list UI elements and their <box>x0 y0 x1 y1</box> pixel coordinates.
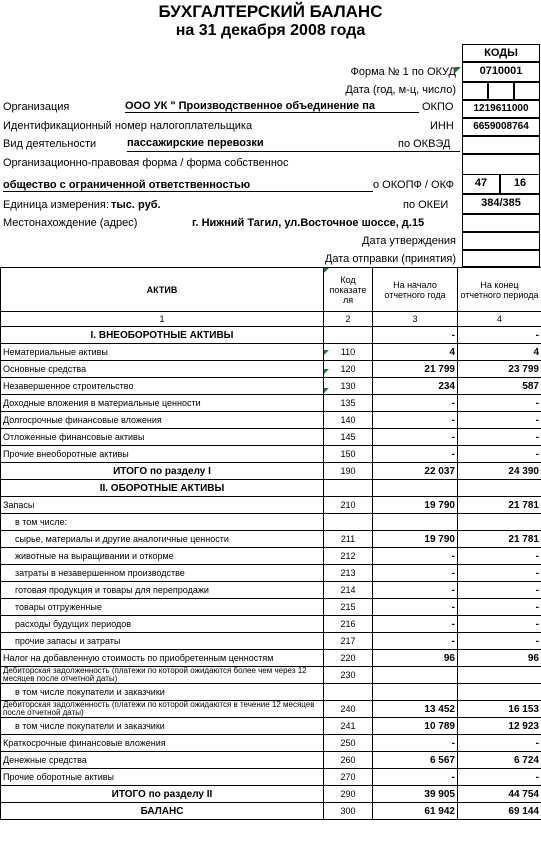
row-end-value: - <box>458 769 541 786</box>
row-label: Прочие оборотные активы <box>1 769 324 786</box>
row-end-value <box>458 667 541 684</box>
org-label: Организация <box>3 101 70 113</box>
row-begin-value: - <box>373 548 458 565</box>
table-row <box>1 616 541 633</box>
inn-label-full: Идентификационный номер налогоплательщика <box>3 120 253 132</box>
row-code: 230 <box>324 667 373 684</box>
row-begin-value: 10 789 <box>373 718 458 735</box>
row-end-value <box>458 514 541 531</box>
table-row <box>1 786 541 803</box>
page-title: БУХГАЛТЕРСКИЙ БАЛАНС <box>158 2 383 21</box>
row-code: 110 <box>324 344 373 361</box>
row-begin-value: 22 037 <box>373 463 458 480</box>
date-cell-year <box>462 82 488 100</box>
table-row <box>1 752 541 769</box>
row-begin-value: 21 799 <box>373 361 458 378</box>
table-row <box>1 633 541 650</box>
table-row <box>1 769 541 786</box>
col-index: 4 <box>458 312 541 327</box>
okved-code-cell <box>462 136 540 154</box>
row-code: 270 <box>324 769 373 786</box>
date-label: Дата (год, м-ц, число) <box>345 84 456 96</box>
row-end-value: - <box>458 412 541 429</box>
row-code: 145 <box>324 429 373 446</box>
col-index: 1 <box>1 312 324 327</box>
row-label: прочие запасы и затраты <box>1 633 324 650</box>
col-header-begin: На начало отчетного года <box>373 268 458 312</box>
row-begin-value: - <box>373 599 458 616</box>
row-begin-value: - <box>373 633 458 650</box>
balance-table <box>0 267 541 820</box>
row-begin-value: - <box>373 769 458 786</box>
row-end-value: - <box>458 429 541 446</box>
col-header-active: АКТИВ <box>1 268 324 312</box>
row-end-value: - <box>458 616 541 633</box>
row-end-value: 69 144 <box>458 803 541 820</box>
row-code: 120 <box>324 361 373 378</box>
okved-label: по ОКВЭД <box>398 138 451 150</box>
row-begin-value: - <box>373 327 458 344</box>
table-row <box>1 718 541 735</box>
row-label: готовая продукция и товары для перепродажи <box>1 582 324 599</box>
approval-label: Дата утверждения <box>362 235 456 247</box>
inn-label: ИНН <box>430 120 454 132</box>
row-code: 300 <box>324 803 373 820</box>
row-end-value: - <box>458 565 541 582</box>
row-end-value: - <box>458 582 541 599</box>
row-end-value: - <box>458 548 541 565</box>
row-label: в том числе покупатели и заказчики <box>1 684 324 701</box>
row-end-value: 6 724 <box>458 752 541 769</box>
sent-label: Дата отправки (принятия) <box>324 253 456 265</box>
row-begin-value: 19 790 <box>373 531 458 548</box>
row-code: 135 <box>324 395 373 412</box>
table-row <box>1 735 541 752</box>
activity-value: пассажирские перевозки <box>127 137 264 149</box>
row-begin-value: - <box>373 565 458 582</box>
col-index: 3 <box>373 312 458 327</box>
row-code: 217 <box>324 633 373 650</box>
row-label: Незавершенное строительство <box>1 378 324 395</box>
row-label: Основные средства <box>1 361 324 378</box>
org-name: ООО УК " Производственное объединение па <box>125 100 419 113</box>
row-begin-value: 61 942 <box>373 803 458 820</box>
table-row <box>1 548 541 565</box>
row-code: 240 <box>324 701 373 718</box>
row-end-value: 16 153 <box>458 701 541 718</box>
row-code: 214 <box>324 582 373 599</box>
row-begin-value: - <box>373 616 458 633</box>
okopf-blank-cell <box>462 154 540 174</box>
row-code: 130 <box>324 378 373 395</box>
date-cell-day <box>514 82 540 100</box>
row-end-value: 96 <box>458 650 541 667</box>
table-index-row <box>1 312 541 327</box>
row-code <box>324 480 373 497</box>
row-code: 260 <box>324 752 373 769</box>
okei-label: по ОКЕИ <box>403 199 449 211</box>
legal-form-label: Организационно-правовая форма / форма собственнос <box>3 157 289 169</box>
table-row <box>1 327 541 344</box>
approval-date-cell <box>462 232 540 250</box>
table-row <box>1 650 541 667</box>
row-label: Прочие внеоборотные активы <box>1 446 324 463</box>
row-label: товары отгруженные <box>1 599 324 616</box>
table-row <box>1 463 541 480</box>
table-row <box>1 395 541 412</box>
row-code: 290 <box>324 786 373 803</box>
row-label: животные на выращивании и откорме <box>1 548 324 565</box>
row-begin-value <box>373 684 458 701</box>
table-row <box>1 514 541 531</box>
table-row <box>1 531 541 548</box>
row-label: Отложенные финансовые активы <box>1 429 324 446</box>
okpo-code-cell: 1219611000 <box>462 100 540 118</box>
sent-date-cell <box>462 250 540 267</box>
row-label: Дебиторская задолженность (платежи по которой ожидаются в течение 12 месяцев после отчетной даты) <box>1 701 324 718</box>
row-code: 215 <box>324 599 373 616</box>
row-begin-value: - <box>373 582 458 599</box>
row-code: 150 <box>324 446 373 463</box>
row-label: Запасы <box>1 497 324 514</box>
codes-header: КОДЫ <box>462 44 540 62</box>
table-header-row <box>1 268 541 312</box>
row-begin-value: 19 790 <box>373 497 458 514</box>
row-code: 213 <box>324 565 373 582</box>
table-row <box>1 361 541 378</box>
row-end-value: 21 781 <box>458 531 541 548</box>
legal-form-underline <box>3 191 373 192</box>
address-value: г. Нижний Тагил, ул.Восточное шоссе, д.15 <box>192 217 425 229</box>
row-end-value: - <box>458 327 541 344</box>
row-begin-value: 6 567 <box>373 752 458 769</box>
row-code <box>324 327 373 344</box>
row-label: затраты в незавершенном производстве <box>1 565 324 582</box>
row-code: 212 <box>324 548 373 565</box>
unit-value: тыс. руб. <box>111 199 161 211</box>
row-code: 241 <box>324 718 373 735</box>
row-label: Денежные средства <box>1 752 324 769</box>
row-label: в том числе: <box>1 514 324 531</box>
activity-label: Вид деятельности <box>3 138 97 150</box>
inn-code-cell: 6659008764 <box>462 118 540 136</box>
row-label: I. ВНЕОБОРОТНЫЕ АКТИВЫ <box>1 327 324 344</box>
col-header-code: Код показате ля <box>324 268 373 312</box>
row-begin-value <box>373 667 458 684</box>
okud-label: Форма № 1 по ОКУД <box>350 66 456 78</box>
table-row <box>1 497 541 514</box>
row-end-value: - <box>458 395 541 412</box>
unit-label: Единица измерения: <box>3 199 109 211</box>
activity-underline <box>127 151 460 152</box>
row-label: БАЛАНС <box>1 803 324 820</box>
table-row <box>1 582 541 599</box>
table-row <box>1 412 541 429</box>
row-end-value <box>458 480 541 497</box>
table-row <box>1 667 541 684</box>
row-code: 211 <box>324 531 373 548</box>
row-label: Налог на добавленную стоимость по приобретенным ценностям <box>1 650 324 667</box>
table-row <box>1 701 541 718</box>
row-end-value: 4 <box>458 344 541 361</box>
okud-code-cell: 0710001 <box>462 62 540 82</box>
address-code-cell <box>462 214 540 232</box>
row-label: расходы будущих периодов <box>1 616 324 633</box>
row-code: 216 <box>324 616 373 633</box>
row-begin-value: 96 <box>373 650 458 667</box>
okfs-code-cell: 16 <box>500 174 540 194</box>
row-end-value: 12 923 <box>458 718 541 735</box>
row-label: ИТОГО по разделу II <box>1 786 324 803</box>
row-begin-value: - <box>373 446 458 463</box>
table-row <box>1 599 541 616</box>
col-header-end: На конец отчетного периода <box>458 268 541 312</box>
table-row <box>1 429 541 446</box>
row-label: Нематериальные активы <box>1 344 324 361</box>
row-begin-value: 234 <box>373 378 458 395</box>
date-cell-month <box>488 82 514 100</box>
page-subtitle: на 31 декабря 2008 года <box>175 22 366 39</box>
table-row <box>1 344 541 361</box>
row-end-value: 23 799 <box>458 361 541 378</box>
row-end-value: - <box>458 599 541 616</box>
row-begin-value: 39 905 <box>373 786 458 803</box>
row-begin-value <box>373 480 458 497</box>
row-label: Краткосрочные финансовые вложения <box>1 735 324 752</box>
row-end-value <box>458 684 541 701</box>
cell-marker-icon <box>455 67 461 73</box>
row-end-value: - <box>458 633 541 650</box>
table-row <box>1 565 541 582</box>
row-label: Долгосрочные финансовые вложения <box>1 412 324 429</box>
okopf-code-cell: 47 <box>462 174 500 194</box>
row-label: Доходные вложения в материальные ценности <box>1 395 324 412</box>
row-begin-value <box>373 514 458 531</box>
row-begin-value: - <box>373 395 458 412</box>
row-code <box>324 514 373 531</box>
row-end-value: 21 781 <box>458 497 541 514</box>
row-label: ИТОГО по разделу I <box>1 463 324 480</box>
row-label: II. ОБОРОТНЫЕ АКТИВЫ <box>1 480 324 497</box>
row-begin-value: - <box>373 412 458 429</box>
row-code <box>324 684 373 701</box>
col-index: 2 <box>324 312 373 327</box>
table-row <box>1 378 541 395</box>
row-begin-value: - <box>373 735 458 752</box>
row-end-value: 587 <box>458 378 541 395</box>
okei-code-cell: 384/385 <box>462 194 540 214</box>
row-code: 220 <box>324 650 373 667</box>
legal-form-value: общество с ограниченной ответственностью <box>3 179 251 191</box>
row-label: Дебиторская задолженность (платежи по которой ожидаются более чем через 12 месяцев после отчетной даты) <box>1 667 324 684</box>
address-label: Местонахождение (адрес) <box>3 217 138 229</box>
row-begin-value: 13 452 <box>373 701 458 718</box>
row-end-value: - <box>458 446 541 463</box>
okopf-label: о ОКОПФ / ОКФ <box>373 179 454 191</box>
row-code: 190 <box>324 463 373 480</box>
okpo-label: ОКПО <box>422 101 454 113</box>
row-label: сырье, материалы и другие аналогичные ценности <box>1 531 324 548</box>
row-begin-value: - <box>373 429 458 446</box>
table-row <box>1 803 541 820</box>
row-end-value: - <box>458 735 541 752</box>
table-row <box>1 684 541 701</box>
row-code: 250 <box>324 735 373 752</box>
table-row <box>1 446 541 463</box>
row-begin-value: 4 <box>373 344 458 361</box>
row-code: 210 <box>324 497 373 514</box>
table-row <box>1 480 541 497</box>
row-label: в том числе покупатели и заказчики <box>1 718 324 735</box>
row-end-value: 24 390 <box>458 463 541 480</box>
row-end-value: 44 754 <box>458 786 541 803</box>
row-code: 140 <box>324 412 373 429</box>
